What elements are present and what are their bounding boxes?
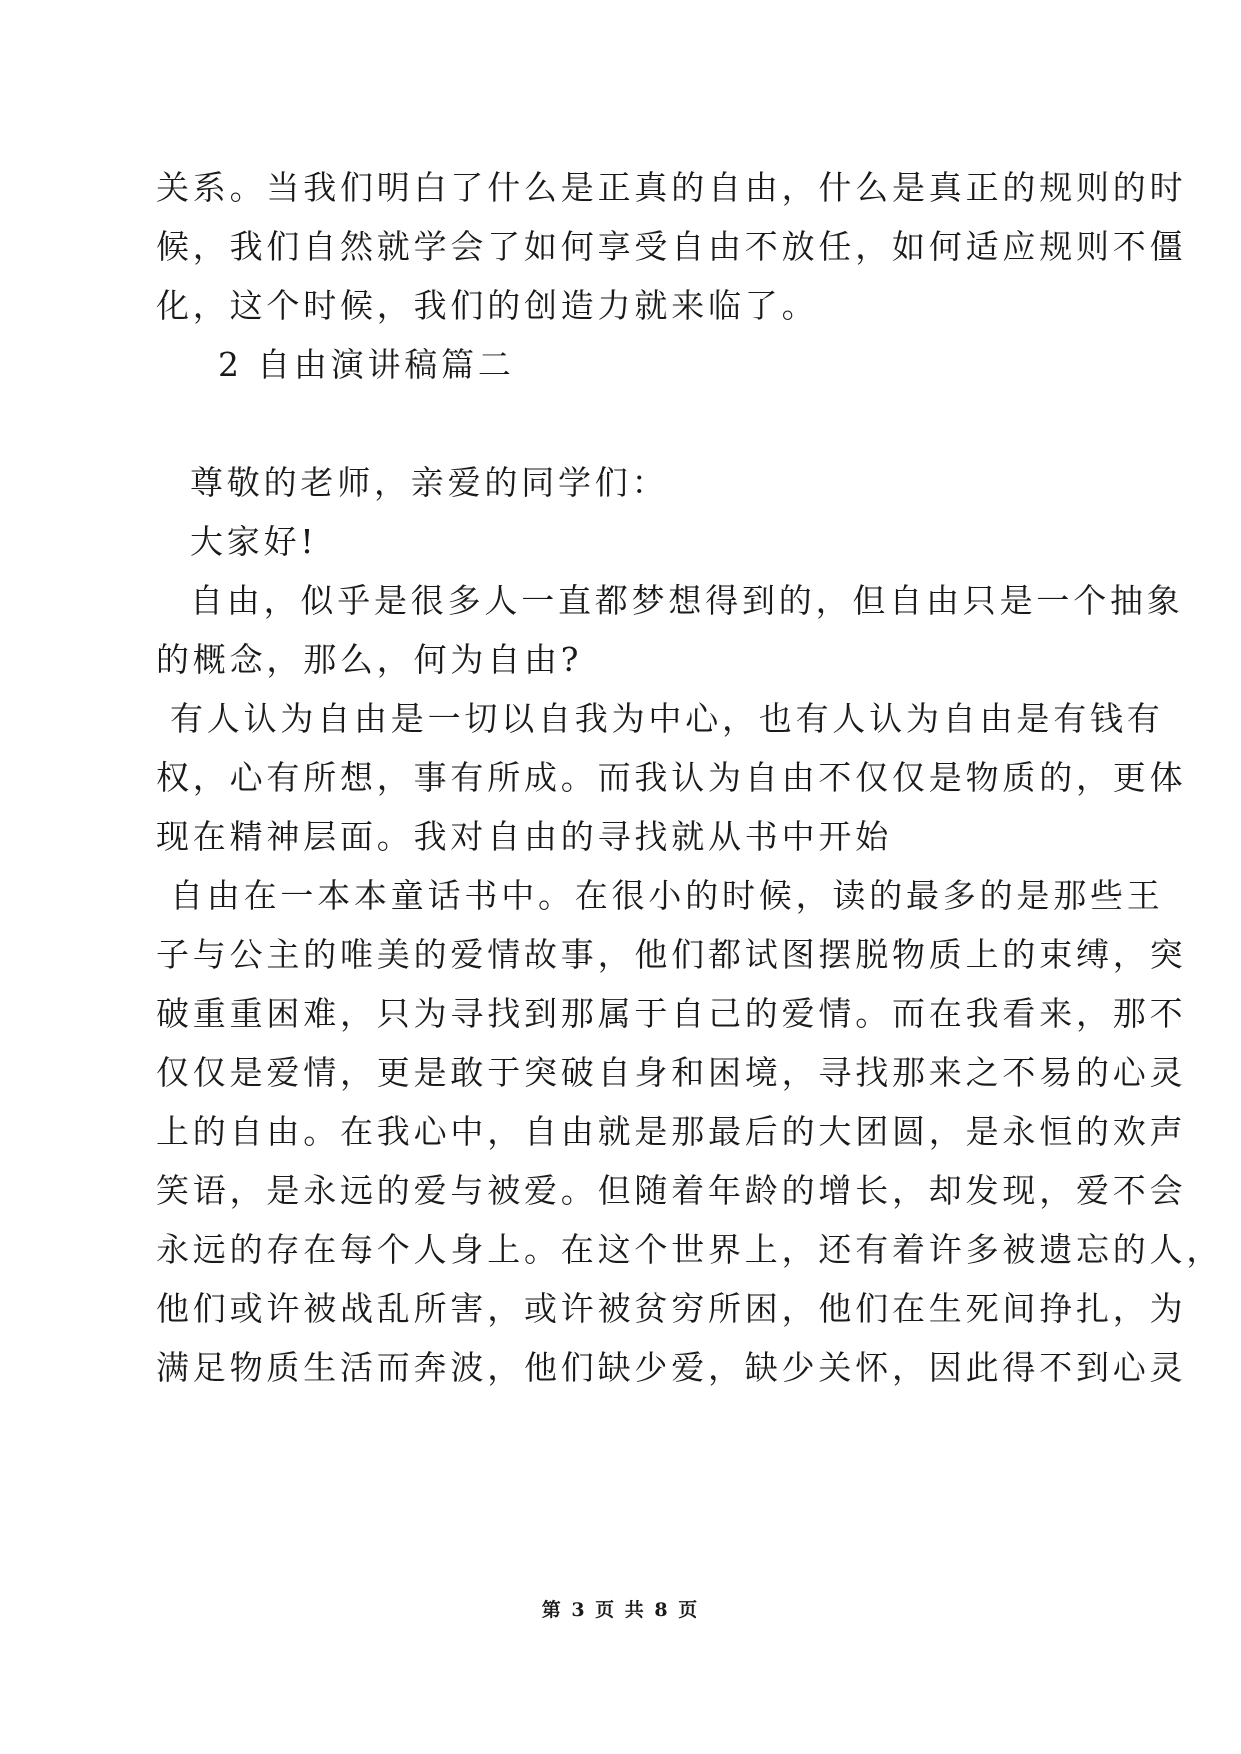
body-line-1: 关系。当我们明白了什么是正真的自由，什么是真正的规则的时 [156, 168, 1187, 207]
body-line-2: 候，我们自然就学会了如何享受自由不放任，如何适应规则不僵 [156, 227, 1187, 266]
body-line-18: 永远的存在每个人身上。在这个世界上，还有着许多被遗忘的人， [156, 1230, 1224, 1269]
section-heading: 2 自由演讲稿篇二 [218, 345, 515, 384]
body-line-7: 自由，似乎是很多人一直都梦想得到的，但自由只是一个抽象 [190, 581, 1184, 620]
body-line-11: 现在精神层面。我对自由的寻找就从书中开始 [156, 817, 892, 856]
salutation-line: 大家好! [190, 522, 318, 561]
body-line-3: 化，这个时候，我们的创造力就来临了。 [156, 286, 819, 325]
body-line-17: 笑语，是永远的爱与被爱。但随着年龄的增长，却发现，爱不会 [156, 1171, 1187, 1210]
body-line-10: 权，心有所想，事有所成。而我认为自由不仅仅是物质的，更体 [156, 758, 1187, 797]
body-line-15: 仅仅是爱情，更是敢于突破自身和困境，寻找那来之不易的心灵 [156, 1053, 1187, 1092]
body-line-20: 满足物质生活而奔波，他们缺少爱，缺少关怀，因此得不到心灵 [156, 1348, 1187, 1387]
body-line-8: 的概念，那么，何为自由? [156, 640, 583, 679]
body-line-14: 破重重困难，只为寻找到那属于自己的爱情。而在我看来，那不 [156, 994, 1187, 1033]
page-number-footer: 第 3 页 共 8 页 [541, 1599, 700, 1621]
body-line-12: 自由在一本本童话书中。在很小的时候，读的最多的是那些王 [170, 876, 1164, 915]
body-line-9: 有人认为自由是一切以自我为中心，也有人认为自由是有钱有 [170, 699, 1164, 738]
body-line-16: 上的自由。在我心中，自由就是那最后的大团圆，是永恒的欢声 [156, 1112, 1187, 1151]
body-line-19: 他们或许被战乱所害，或许被贫穷所困，他们在生死间挣扎，为 [156, 1289, 1187, 1328]
body-line-13: 子与公主的唯美的爱情故事，他们都试图摆脱物质上的束缚，突 [156, 935, 1187, 974]
greeting-line: 尊敬的老师，亲爱的同学们： [190, 463, 669, 502]
